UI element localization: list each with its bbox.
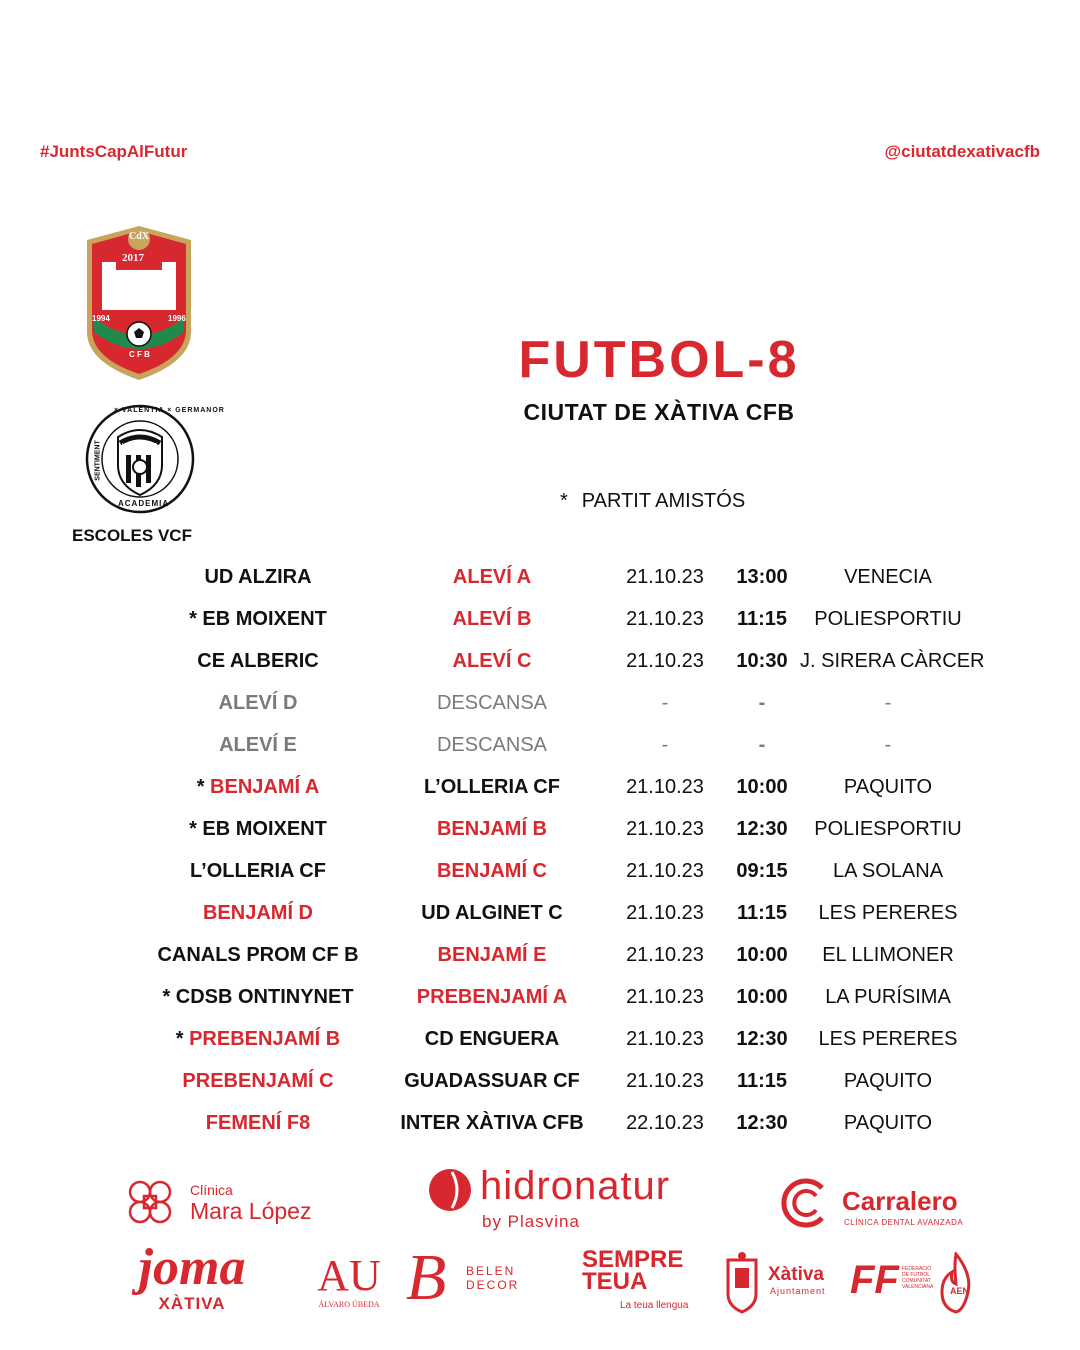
match-venue: - bbox=[884, 692, 892, 714]
home-team: BENJAMÍ D bbox=[202, 902, 313, 924]
match-venue: J. SIRERA CÀRCER bbox=[800, 650, 985, 672]
match-row bbox=[0, 892, 1080, 934]
match-row bbox=[0, 1060, 1080, 1102]
city-shield-icon bbox=[722, 1250, 762, 1314]
match-row bbox=[0, 724, 1080, 766]
match-row bbox=[0, 850, 1080, 892]
match-schedule bbox=[0, 556, 1080, 1144]
home-team: PREBENJAMÍ C bbox=[182, 1070, 334, 1092]
xativa-name: Xàtiva bbox=[768, 1264, 824, 1285]
match-row bbox=[0, 598, 1080, 640]
match-time: 10:00 bbox=[736, 776, 788, 798]
sempre-tagline: La teua llengua bbox=[620, 1300, 689, 1311]
home-team bbox=[120, 1028, 396, 1051]
sponsor-hidronatur bbox=[428, 1164, 698, 1232]
social-handle: @ciutatdexativacfb bbox=[884, 142, 1040, 161]
match-date: 21.10.23 bbox=[626, 776, 704, 798]
friendly-star: * bbox=[175, 1028, 190, 1050]
home-team-name: BENJAMÍ A bbox=[210, 776, 320, 798]
clover-icon bbox=[118, 1170, 182, 1234]
match-time: 12:30 bbox=[736, 1028, 788, 1050]
ffcv-line: FEDERACIÓ bbox=[902, 1266, 932, 1272]
carralero-name: Carralero bbox=[842, 1186, 958, 1216]
match-date: 21.10.23 bbox=[626, 608, 704, 630]
away-team: INTER XÀTIVA CFB bbox=[400, 1112, 584, 1134]
match-date: 21.10.23 bbox=[626, 1070, 704, 1092]
match-time: 13:00 bbox=[736, 566, 788, 588]
clinica-line2: Mara López bbox=[190, 1198, 312, 1224]
crest-top-text: CdX bbox=[129, 231, 150, 242]
badge-ring-bottom: ACADEMIA bbox=[118, 499, 170, 508]
match-venue: LES PERERES bbox=[818, 902, 958, 924]
alvaro-name: ÁLVARO ÚBEDA bbox=[318, 1300, 380, 1309]
belen-mark: B bbox=[406, 1241, 447, 1314]
crest-bottom: C F B bbox=[129, 350, 150, 359]
match-time: - bbox=[758, 734, 766, 756]
ffcv-line: DE FUTBOL bbox=[902, 1272, 931, 1278]
page-subtitle: CIUTAT DE XÀTIVA CFB bbox=[523, 399, 795, 425]
academy-badge bbox=[84, 403, 225, 515]
ffcv-line: COMUNITAT bbox=[902, 1278, 931, 1284]
match-date: 21.10.23 bbox=[626, 650, 704, 672]
match-date: 22.10.23 bbox=[626, 1112, 704, 1134]
match-row bbox=[0, 808, 1080, 850]
match-venue: LA SOLANA bbox=[832, 860, 944, 882]
match-time: 12:30 bbox=[736, 818, 788, 840]
match-row bbox=[0, 640, 1080, 682]
home-team: FEMENÍ F8 bbox=[205, 1112, 311, 1134]
match-venue: PAQUITO bbox=[843, 776, 933, 798]
sponsor-xativa-ajuntament bbox=[722, 1250, 834, 1314]
sponsor-sempre-teua bbox=[582, 1248, 692, 1316]
friendly-note bbox=[560, 490, 745, 513]
match-row bbox=[0, 1102, 1080, 1144]
home-team: * EB MOIXENT bbox=[189, 818, 327, 840]
away-team: GUADASSUAR CF bbox=[404, 1070, 580, 1092]
away-team: L’OLLERIA CF bbox=[424, 776, 560, 798]
away-team: ALEVÍ A bbox=[452, 566, 532, 588]
home-team: CE ALBERIC bbox=[197, 650, 319, 672]
match-time: 10:30 bbox=[736, 650, 788, 672]
match-row bbox=[0, 556, 1080, 598]
match-time: - bbox=[758, 692, 766, 714]
match-date: 21.10.23 bbox=[626, 818, 704, 840]
club-crest bbox=[84, 222, 194, 384]
friendly-star: * bbox=[560, 490, 568, 512]
home-team: CANALS PROM CF B bbox=[157, 944, 359, 966]
crest-left-year: 1994 bbox=[92, 314, 110, 323]
match-time: 11:15 bbox=[736, 608, 788, 630]
sempre-line1: SEMPRE bbox=[582, 1246, 684, 1273]
match-date: 21.10.23 bbox=[626, 566, 704, 588]
match-time: 10:00 bbox=[736, 986, 788, 1008]
match-row bbox=[0, 682, 1080, 724]
hidronatur-by: by Plasvina bbox=[482, 1212, 580, 1231]
away-team: UD ALGINET C bbox=[421, 902, 563, 924]
match-venue: LES PERERES bbox=[818, 1028, 958, 1050]
match-date: 21.10.23 bbox=[626, 1028, 704, 1050]
joma-name: joma bbox=[138, 1239, 246, 1296]
home-team: ALEVÍ E bbox=[219, 734, 297, 756]
away-team: PREBENJAMÍ A bbox=[416, 986, 568, 1008]
away-team: BENJAMÍ E bbox=[437, 944, 547, 966]
flame-icon bbox=[936, 1252, 976, 1314]
badge-shield-text: VALÈNCIA C.F. bbox=[122, 443, 158, 449]
badge-ring-left: SENTIMENT bbox=[94, 440, 102, 481]
c-mark-icon bbox=[778, 1176, 832, 1230]
sponsor-ffcv bbox=[850, 1252, 934, 1316]
joma-city: XÀTIVA bbox=[158, 1294, 226, 1313]
page-title: FUTBOL-8 bbox=[518, 331, 800, 389]
home-team-name: PREBENJAMÍ B bbox=[189, 1028, 341, 1050]
sponsor-clinica-mara-lopez bbox=[118, 1170, 328, 1234]
home-team: * CDSB ONTINYNET bbox=[162, 986, 354, 1008]
match-venue: PAQUITO bbox=[843, 1070, 933, 1092]
sponsor-belen-decor bbox=[406, 1241, 530, 1314]
hidronatur-name: hidronatur bbox=[480, 1164, 671, 1208]
match-row bbox=[0, 934, 1080, 976]
xativa-sub: Ajuntament bbox=[770, 1286, 826, 1296]
match-date: - bbox=[661, 734, 669, 756]
match-date: 21.10.23 bbox=[626, 860, 704, 882]
match-venue: POLIESPORTIU bbox=[814, 608, 962, 630]
match-venue: PAQUITO bbox=[843, 1112, 933, 1134]
away-team: DESCANSA bbox=[436, 692, 548, 714]
ffcv-mark: FF bbox=[850, 1258, 899, 1302]
match-date: 21.10.23 bbox=[626, 986, 704, 1008]
match-time: 09:15 bbox=[736, 860, 788, 882]
match-time: 12:30 bbox=[736, 1112, 788, 1134]
hashtag-text: #JuntsCapAlFutur bbox=[40, 142, 188, 161]
match-date: - bbox=[661, 692, 669, 714]
match-date: 21.10.23 bbox=[626, 944, 704, 966]
home-team bbox=[120, 776, 396, 799]
match-time: 11:15 bbox=[736, 902, 788, 924]
home-team: * EB MOIXENT bbox=[189, 608, 327, 630]
match-venue: EL LLIMONER bbox=[822, 944, 954, 966]
home-team: ALEVÍ D bbox=[218, 692, 298, 714]
match-row bbox=[0, 766, 1080, 808]
match-venue: - bbox=[884, 734, 892, 756]
badge-ring-top: × VALENTIA × GERMANOR bbox=[114, 407, 225, 414]
away-team: ALEVÍ B bbox=[452, 608, 532, 630]
match-venue: VENECIA bbox=[844, 566, 932, 588]
match-time: 10:00 bbox=[736, 944, 788, 966]
carralero-tagline: CLÍNICA DENTAL AVANZADA bbox=[844, 1218, 964, 1227]
home-team: UD ALZIRA bbox=[204, 566, 312, 588]
home-team: L’OLLERIA CF bbox=[190, 860, 326, 882]
belen-line1: BELEN bbox=[466, 1264, 516, 1278]
flame-mark: AEN bbox=[950, 1286, 970, 1296]
match-venue: LA PURÍSIMA bbox=[825, 986, 951, 1008]
alvaro-mark: AU bbox=[317, 1251, 381, 1300]
match-venue: POLIESPORTIU bbox=[814, 818, 962, 840]
match-row bbox=[0, 1018, 1080, 1060]
sponsor-joma bbox=[106, 1239, 278, 1316]
sponsor-flame bbox=[936, 1252, 976, 1314]
friendly-note-text: PARTIT AMISTÓS bbox=[581, 490, 746, 512]
away-team: BENJAMÍ C bbox=[436, 860, 547, 882]
belen-line2: DECOR bbox=[466, 1278, 520, 1292]
clinica-line1: Clínica bbox=[190, 1182, 233, 1198]
away-team: DESCANSA bbox=[436, 734, 548, 756]
match-row bbox=[0, 976, 1080, 1018]
match-time: 11:15 bbox=[736, 1070, 788, 1092]
away-team: BENJAMÍ B bbox=[436, 818, 547, 840]
away-team: CD ENGUERA bbox=[424, 1028, 560, 1050]
sponsor-alvaro-ubeda bbox=[310, 1250, 388, 1314]
sempre-line2: TEUA bbox=[582, 1268, 648, 1295]
away-team: ALEVÍ C bbox=[452, 650, 532, 672]
crest-year: 2017 bbox=[122, 252, 144, 264]
match-date: 21.10.23 bbox=[626, 902, 704, 924]
friendly-star: * bbox=[196, 776, 211, 798]
escoles-label: ESCOLES VCF bbox=[72, 526, 192, 545]
ffcv-line: VALENCIANA bbox=[902, 1284, 934, 1290]
drop-icon bbox=[428, 1168, 472, 1212]
sponsor-carralero bbox=[778, 1176, 978, 1234]
crest-right-year: 1996 bbox=[168, 314, 186, 323]
